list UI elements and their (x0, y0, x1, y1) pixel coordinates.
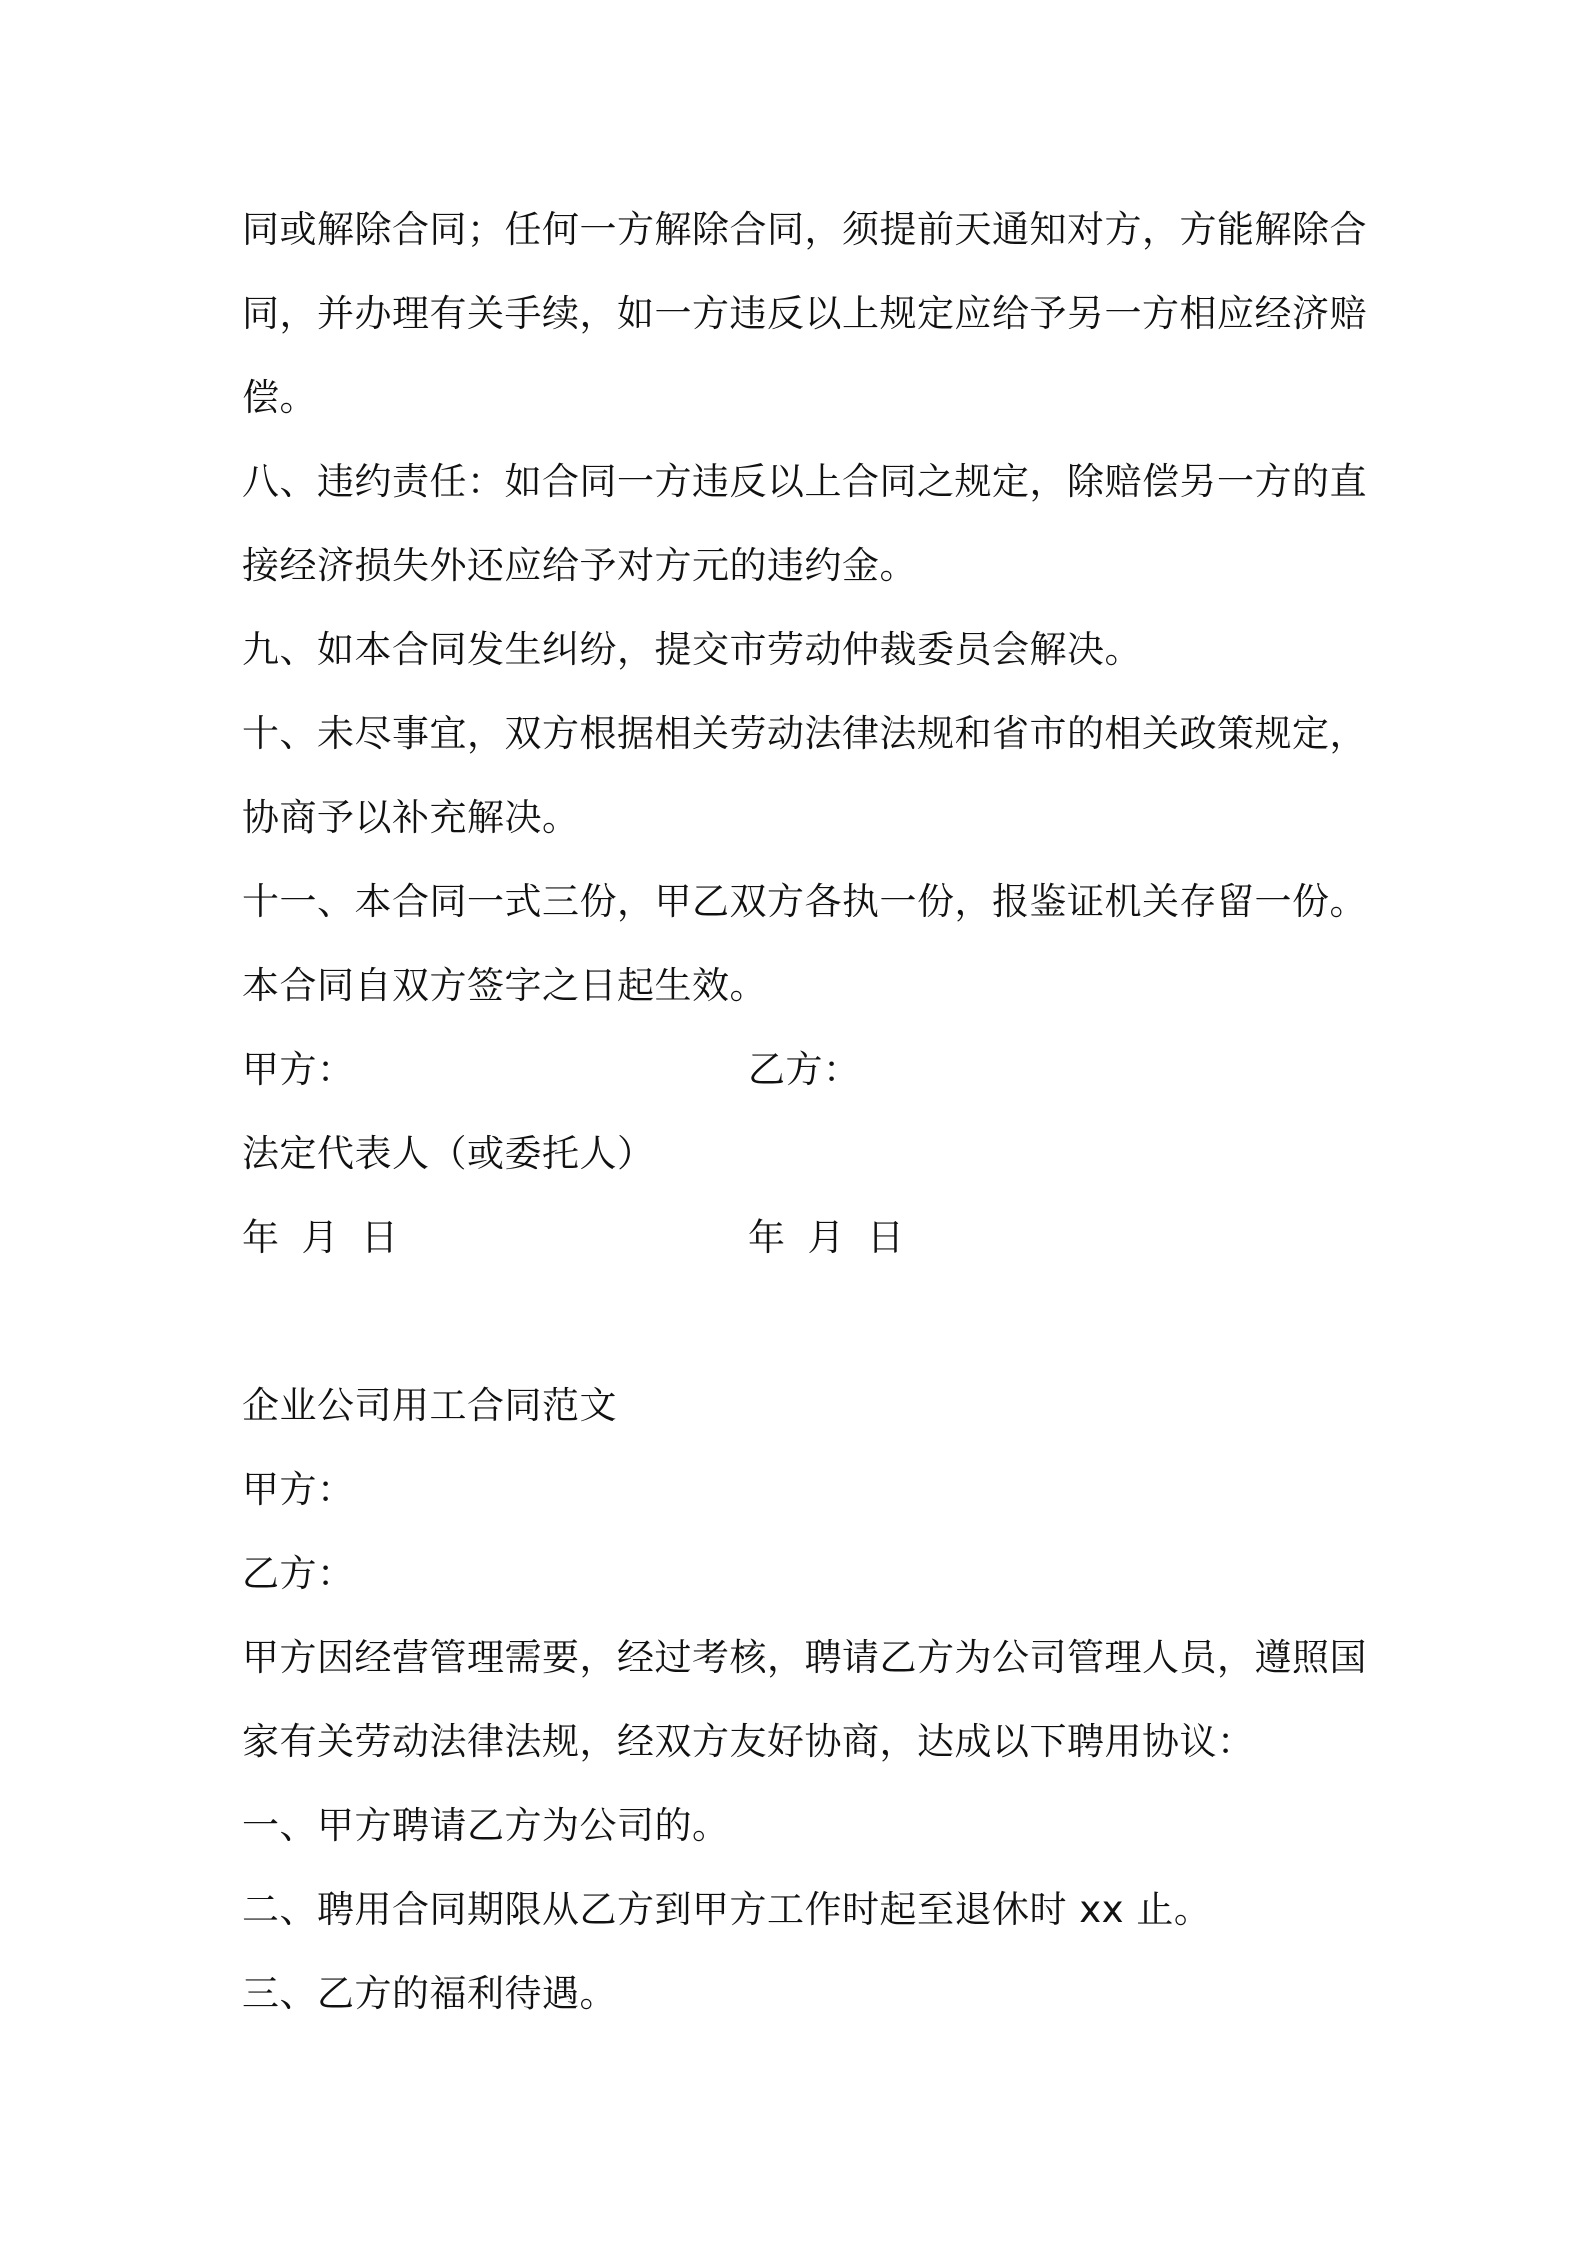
text-line: 偿。 (242, 376, 317, 419)
clause-9-line: 九、如本合同发生纠纷，提交市劳动仲裁委员会解决。 (242, 628, 1142, 671)
clause-1-line: 一、甲方聘请乙方为公司的。 (242, 1804, 730, 1847)
section-title: 企业公司用工合同范文 (242, 1384, 617, 1427)
date-right (748, 1208, 927, 1292)
date-left (242, 1208, 748, 1292)
clause-10-line: 十、未尽事宜，双方根据相关劳动法律法规和省市的相关政策规定， (242, 712, 1367, 755)
text-line: 甲方因经营管理需要，经过考核，聘请乙方为公司管理人员，遵照国 (242, 1636, 1367, 1679)
clause-2-line: 二、聘用合同期限从乙方到甲方工作时起至退休时 xx 止。 (242, 1888, 1212, 1931)
clause-11-line: 十一、本合同一式三份，甲乙双方各执一份，报鉴证机关存留一份。 (242, 880, 1367, 923)
year-label: 年 (242, 1216, 280, 1259)
signature-dates (242, 1208, 1362, 1292)
text-line: 本合同自双方签字之日起生效。 (242, 964, 767, 1007)
section-spacer (242, 1292, 1362, 1376)
party-a-signature-label: 甲方： (242, 1048, 355, 1091)
text-line: 同，并办理有关手续，如一方违反以上规定应给予另一方相应经济赔 (242, 292, 1367, 335)
party-b-signature-label: 乙方： (748, 1048, 861, 1091)
text-line: 接经济损失外还应给予对方元的违约金。 (242, 544, 917, 587)
month-label: 月 (301, 1216, 339, 1259)
text-line: 家有关劳动法律法规，经双方友好协商，达成以下聘用协议： (242, 1720, 1255, 1763)
clause-8-line: 八、违约责任：如合同一方违反以上合同之规定，除赔偿另一方的直 (242, 460, 1367, 503)
clause-3-line: 三、乙方的福利待遇。 (242, 1972, 617, 2015)
year-label: 年 (748, 1216, 786, 1259)
month-label: 月 (807, 1216, 845, 1259)
day-label: 日 (867, 1216, 905, 1259)
party-b-label: 乙方： (242, 1552, 355, 1595)
party-a-label: 甲方： (242, 1468, 355, 1511)
text-line: 协商予以补充解决。 (242, 796, 580, 839)
text-line: 同或解除合同；任何一方解除合同，须提前天通知对方，方能解除合 (242, 208, 1367, 251)
signature-parties (242, 1040, 1362, 1124)
document-body (242, 200, 1367, 2048)
day-label: 日 (361, 1216, 399, 1259)
legal-representative-label: 法定代表人（或委托人） (242, 1132, 655, 1175)
